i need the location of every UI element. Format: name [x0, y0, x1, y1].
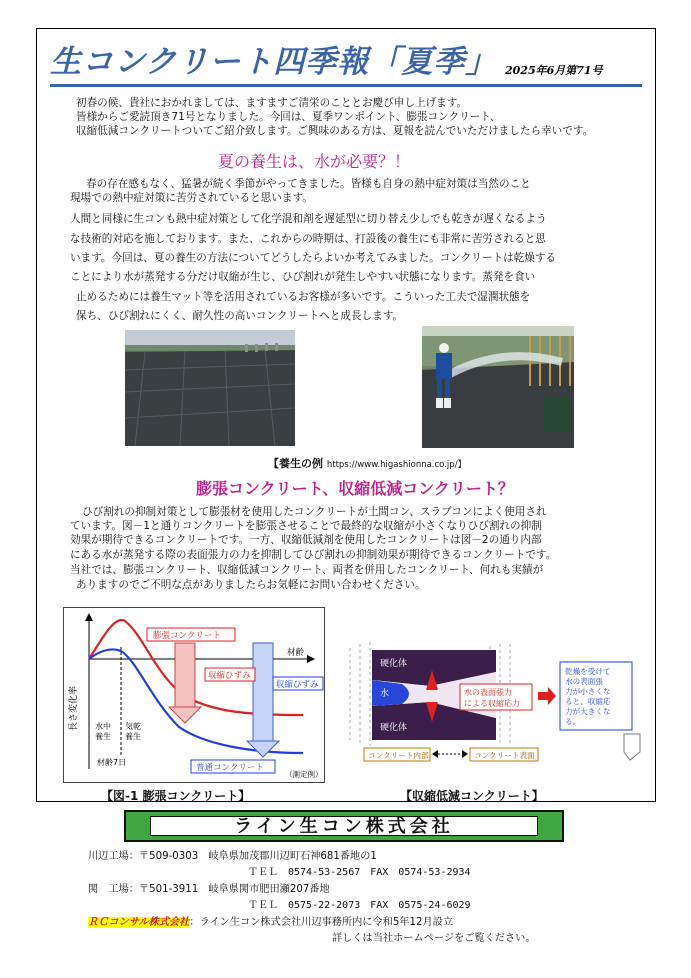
section2-heading: 膨張コンクリート、収縮低減コンクリート？: [196, 479, 514, 498]
figure1-caption: 【図-1 膨張コンクリート】: [101, 789, 251, 803]
section1-para2-line-5: 止めるためには養生マット等を活用されているお客様が多いです。こういった工夫で湿潤状態を: [76, 291, 531, 303]
section1-para2-line-3: います。今回は、夏の養生の方法についてどうしたらよいか考えてみました。コンクリートは乾燥する: [70, 252, 557, 264]
footer-kawabe-tel: ＴＥＬ 0574-53-2567 FAX 0574-53-2934: [248, 867, 471, 878]
photo-caption-url: https://www.higashionna.co.jp/】: [326, 460, 467, 470]
fig1-label-shrink1: 収縮ひずみ: [208, 671, 251, 681]
fig2-note-3: 力が小さくな: [565, 687, 611, 696]
section2-line-6: ありますのでご不明な点がありましたらお気軽にお問い合わせください。: [76, 579, 426, 591]
fig2-hard-bottom: 硬化体: [380, 723, 408, 733]
fig1-label-example: （測定例）: [285, 770, 323, 779]
section1-para2-line-2: な技術的対応を施しております。また、これからの時期は、打設後の養生にも非常に苦労されると思: [70, 233, 546, 245]
footer-kawabe-address: 川辺工場：〒509-0303 岐阜県加茂郡川辺町石神681番地の1: [88, 851, 377, 862]
section2-line-4: にある水が蒸発する際の表面張力の力を抑制してひび割れの抑制効果が期待できるコンクリートです。: [70, 549, 557, 561]
curing-mat-photo: [125, 330, 295, 446]
fig2-tension-2: による収縮応力: [464, 699, 520, 708]
footer-seki-address: 関 工場：〒501-3911 岐阜県関市肥田瀬207番地: [88, 884, 330, 895]
fig2-tension-1: 水の表面張力: [464, 688, 512, 697]
curing-mat-photo-art: [125, 330, 295, 446]
fig2-inside: コンクリート内部: [368, 751, 429, 760]
rc-consul-name: ＲＣコンサル株式会社: [88, 917, 190, 928]
rc-consul-desc: ：ライン生コン株式会社川辺事務所内に令和5年12月設立: [189, 917, 454, 928]
greeting-line-1: 初春の候、貴社におかれましては、ますますご清栄のこととお慶び申し上げます。: [76, 97, 468, 109]
figure2-caption: 【収縮低減コンクリート】: [400, 789, 544, 803]
fig1-label-air-2: 養生: [125, 732, 141, 741]
fig1-label-air-1: 気乾: [125, 722, 141, 731]
fig2-note-1: 乾燥を受けて: [565, 667, 611, 676]
greeting-line-3: 収縮低減コンクリートついてご紹介致します。ご興味のある方は、夏報を読んでいただけましたら幸いです。: [76, 125, 594, 137]
section1-para2-line-1: 人間と同様に生コンも熱中症対策として化学混和剤を遅延型に切り替え少しでも乾きが遅くなるよう: [70, 213, 547, 225]
issue-number: 2025年6月第71号: [505, 64, 603, 77]
figure2-shrinkage-diagram: [340, 640, 652, 772]
fig1-label-water-1: 水中: [95, 722, 111, 731]
fig2-note-5: 力が大きくな: [565, 707, 611, 716]
fig1-label-age7: 材齢7日: [97, 758, 127, 767]
fig2-surface: コンクリート表面: [474, 751, 535, 760]
section2-line-1: ひび割れの抑制対策として膨張材を使用したコンクリートが土間コン、スラブコンによく使用され: [82, 506, 547, 518]
photo-caption-label: 【養生の例: [268, 457, 323, 470]
section1-para2-line-6: 保ち、ひび割れにくく、耐久性の高いコンクリートへと成長します。: [76, 310, 404, 322]
water-spray-photo: [422, 326, 574, 448]
fig1-label-shrink2: 収縮ひずみ: [276, 680, 319, 690]
water-spray-photo-art: [422, 326, 574, 448]
fig2-note-4: ると、収縮応: [565, 697, 611, 706]
fig1-label-age: 材齢: [287, 648, 305, 658]
title-underline: [50, 84, 642, 87]
section1-para2-line-4: ことにより水が蒸発する分だけ収縮が生じ、ひび割れが発生しやすい状態になります。蒸発を食い: [70, 271, 536, 283]
section2-line-2: ています。図－1と通りコンクリートを膨張させることで最終的な収縮が小さくなりひび割れの抑制: [70, 520, 542, 532]
fig2-hard-top: 硬化体: [380, 659, 408, 669]
section1-para1-line-2: 現場での熱中症対策に苦労されていると思います。: [70, 192, 313, 204]
page-title: 生コンクリート四季報「夏季」: [50, 44, 498, 80]
figure1-expansive-chart: [63, 607, 325, 783]
fig1-label-normal: 普通コンクリート: [196, 763, 264, 773]
fig2-note-2: 水の表面張: [565, 677, 603, 686]
company-name: ライン生コン株式会社: [150, 816, 538, 836]
greeting-line-2: 皆様からご愛読頂き71号となりました。今回は、夏季ワンポイント、膨張コンクリート、: [76, 111, 501, 123]
fig2-water: 水: [380, 689, 390, 699]
section1-para1-line-1: 春の存在感もなく、猛暑が続く季節がやってきました。皆様も自身の熱中症対策は当然のこと: [86, 178, 531, 190]
fig2-note-6: る。: [565, 717, 581, 726]
fig1-ylabel: 長さ変化率: [69, 685, 79, 731]
section2-line-3: 効果が期待できるコンクリートです。一方、収縮低減剤を使用したコンクリートは図－2の通り内部: [70, 534, 542, 546]
footer-seki-tel: ＴＥＬ 0575-22-2073 FAX 0575-24-6029: [248, 900, 471, 911]
company-banner: [124, 810, 564, 842]
fig1-label-water-2: 養生: [95, 732, 111, 741]
photo-caption: [268, 455, 466, 471]
footer-homepage-note: 詳しくは当社ホームページをご覧ください。: [332, 933, 536, 944]
fig1-label-expansive: 膨張コンクリート: [153, 631, 221, 641]
footer-rc-line: [88, 916, 453, 929]
section2-line-5: 当社では、膨張コンクリート、収縮低減コンクリート、両者を併用したコンクリート、何れも実績が: [70, 564, 544, 576]
section1-heading: 夏の養生は、水が必要？！: [218, 152, 411, 171]
